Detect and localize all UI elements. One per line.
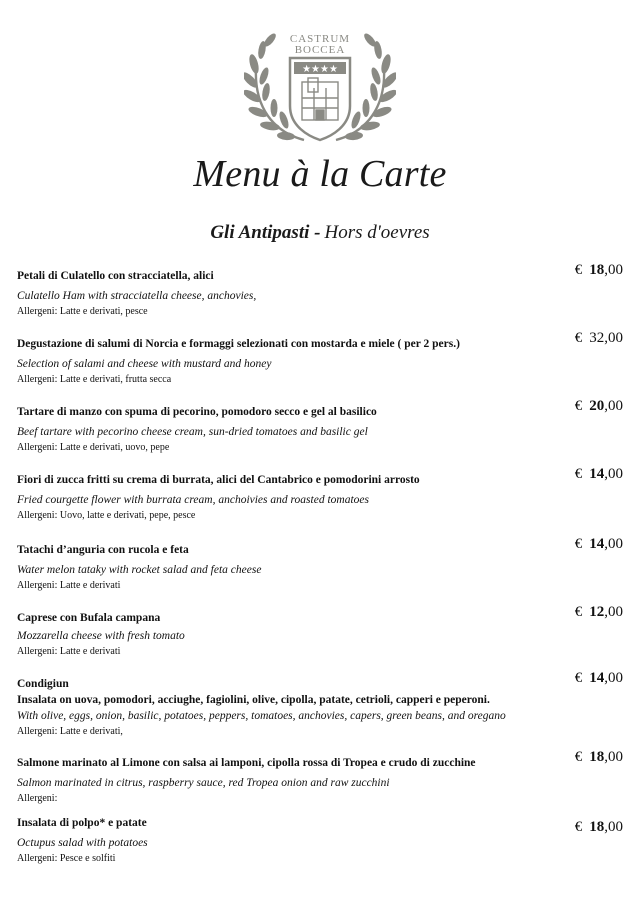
dish-allergens: Allergeni: Uovo, latte e derivati, pepe, pesce [17,510,196,521]
castrum-boccea-logo [244,28,396,148]
section-title-it: Gli Antipasti - [210,222,321,243]
svg-text:CASTRUM: CASTRUM [289,33,351,45]
dish-allergens: Allergeni: Latte e derivati [17,580,121,591]
dish-name: Salmone marinato al Limone con salsa ai lamponi, cipolla rossa di Tropea e crudo di zucchine [17,757,476,769]
menu-item [17,262,623,319]
dish-allergens: Allergeni: Latte e derivati, [17,726,123,737]
dish-name: Fiori di zucca fritti su crema di burrata, alici del Cantabrico e pomodorini arrosto [17,474,420,486]
dish-name: Degustazione di salumi di Norcia e formaggi selezionati con mostarda e miele ( per 2 pers.) [17,338,460,350]
section-heading [0,222,640,244]
dish-price: € 18,00 [574,262,623,278]
dish-price: € 32,00 [574,330,623,346]
stars-icon: ★★★★ [302,64,338,75]
dish-description: Water melon tataky with rocket salad and feta cheese [17,564,262,576]
dish-name: Petali di Culatello con stracciatella, alici [17,270,214,282]
menu-item [17,330,623,387]
menu-item [17,398,623,455]
dish-description: Salmon marinated in citrus, raspberry sauce, red Tropea onion and raw zucchini [17,777,390,789]
dish-name: Insalata di polpo* e patate [17,817,147,829]
svg-text:BOCCEA: BOCCEA [294,44,346,56]
castle-icon [302,78,338,120]
dish-name: Condigiun [17,678,69,690]
dish-allergens: Allergeni: Latte e derivati, uovo, pepe [17,442,170,453]
menu-item [17,536,623,593]
dish-price: € 20,00 [574,398,623,414]
menu-item [17,815,623,866]
dish-name: Tartare di manzo con spuma di pecorino, pomodoro secco e gel al basilico [17,406,377,418]
dish-price: € 18,00 [574,819,623,835]
dish-price: € 14,00 [574,466,623,482]
dish-name: Caprese con Bufala campana [17,612,161,624]
menu-item [17,670,623,739]
dish-price: € 14,00 [574,536,623,552]
dish-description: Fried courgette flower with burrata cream, anchoivies and roasted tomatoes [17,494,369,506]
menu-item [17,466,623,523]
dish-allergens: Allergeni: Pesce e solfiti [17,853,116,864]
dish-description: Culatello Ham with stracciatella cheese, anchovies, [17,290,257,302]
menu-item [17,604,623,659]
dish-price: € 12,00 [574,604,623,620]
dish-description: With olive, eggs, onion, basilic, potatoes, peppers, tomatoes, anchovies, capers, green beans, and oregano [17,710,506,722]
dish-allergens: Allergeni: [17,793,58,804]
menu-item [17,749,623,806]
dish-price: € 14,00 [574,670,623,686]
dish-allergens: Allergeni: Latte e derivati [17,646,121,657]
dish-description: Beef tartare with pecorino cheese cream, sun-dried tomatoes and basilic gel [17,426,368,438]
dish-description: Mozzarella cheese with fresh tomato [17,630,185,642]
dish-description: Selection of salami and cheese with mustard and honey [17,358,272,370]
dish-price: € 18,00 [574,749,623,765]
section-title-en: Hors d'oevres [324,222,430,243]
dish-allergens: Allergeni: Latte e derivati, pesce [17,306,148,317]
dish-name-detail: Insalata on uova, pomodori, acciughe, fagiolini, olive, cipolla, patate, cetrioli, capperi e peperoni. [17,694,490,706]
page-title: Menu à la Carte [193,153,447,195]
dish-name: Tatachi d’anguria con rucola e feta [17,544,189,556]
dish-description: Octupus salad with potatoes [17,837,148,849]
dish-allergens: Allergeni: Latte e derivati, frutta secca [17,374,172,385]
